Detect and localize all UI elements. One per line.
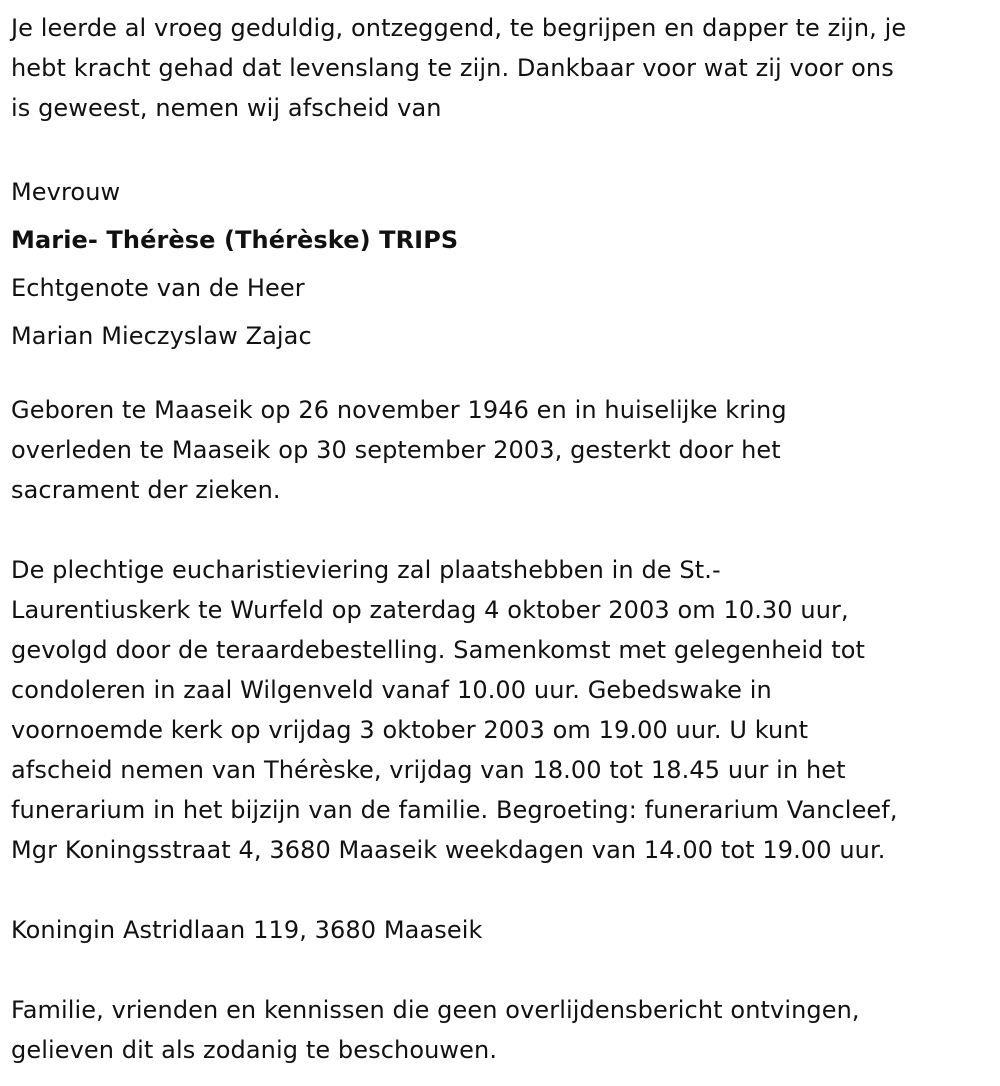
birth-death-line: overleden te Maaseik op 30 september 2003, gesterkt door het	[11, 436, 781, 464]
intro-line: Je leerde al vroeg geduldig, ontzeggend, te begrijpen en dapper te zijn, je	[11, 14, 907, 42]
closing-line: gelieven dit als zodanig te beschouwen.	[11, 1036, 498, 1064]
birth-death-line: sacrament der zieken.	[11, 476, 281, 504]
ceremony-line: De plechtige eucharistieviering zal plaatshebben in de St.-	[11, 556, 721, 584]
intro-line: hebt kracht gehad dat levenslang te zijn. Dankbaar voor wat zij voor ons	[11, 54, 894, 82]
closing-paragraph	[11, 990, 996, 1070]
address-paragraph	[11, 910, 996, 950]
spacer	[11, 360, 996, 390]
ceremony-line: Mgr Koningsstraat 4, 3680 Maaseik weekdagen van 14.00 tot 19.00 uur.	[11, 836, 886, 864]
birth-death-line: Geboren te Maaseik op 26 november 1946 en in huiselijke kring	[11, 396, 787, 424]
person-block	[11, 168, 996, 360]
spacer	[11, 870, 996, 910]
salutation: Mevrouw	[11, 178, 121, 206]
ceremony-line: condoleren in zaal Wilgenveld vanaf 10.00 uur. Gebedswake in	[11, 676, 772, 704]
spouse-prefix: Echtgenote van de Heer	[11, 274, 305, 302]
spouse-name: Marian Mieczyslaw Zajac	[11, 322, 312, 350]
home-address: Koningin Astridlaan 119, 3680 Maaseik	[11, 916, 483, 944]
death-notice	[11, 8, 996, 1070]
intro-line: is geweest, nemen wij afscheid van	[11, 94, 442, 122]
spacer	[11, 510, 996, 550]
ceremony-line: Laurentiuskerk te Wurfeld op zaterdag 4 oktober 2003 om 10.30 uur,	[11, 596, 849, 624]
closing-line: Familie, vrienden en kennissen die geen overlijdensbericht ontvingen,	[11, 996, 860, 1024]
intro-paragraph	[11, 8, 996, 128]
ceremony-line: gevolgd door de teraardebestelling. Samenkomst met gelegenheid tot	[11, 636, 866, 664]
ceremony-line: voornoemde kerk op vrijdag 3 oktober 2003 om 19.00 uur. U kunt	[11, 716, 809, 744]
ceremony-paragraph	[11, 550, 996, 870]
birth-death-paragraph	[11, 390, 996, 510]
ceremony-line: afscheid nemen van Thérèske, vrijdag van 18.00 tot 18.45 uur in het	[11, 756, 846, 784]
deceased-name: Marie- Thérèse (Thérèske) TRIPS	[11, 226, 459, 254]
ceremony-line: funerarium in het bijzijn van de familie. Begroeting: funerarium Vancleef,	[11, 796, 898, 824]
spacer	[11, 128, 996, 168]
spacer	[11, 950, 996, 990]
